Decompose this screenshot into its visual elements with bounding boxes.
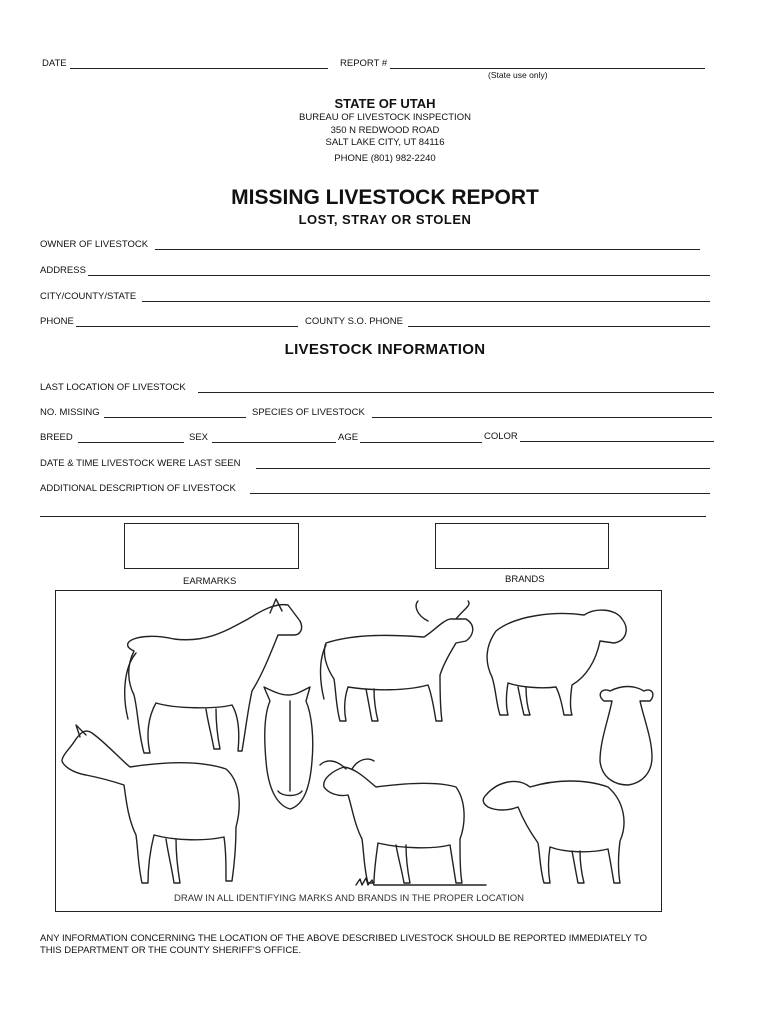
earmarks-label: EARMARKS — [183, 576, 237, 587]
no-missing-label: NO. MISSING — [40, 407, 100, 418]
bureau-phone: PHONE (801) 982-2240 — [334, 153, 436, 164]
livestock-info-heading: LIVESTOCK INFORMATION — [284, 341, 486, 358]
cow-side-illustration — [321, 601, 473, 721]
last-location-label: LAST LOCATION OF LIVESTOCK — [40, 382, 186, 393]
date-seen-label: DATE & TIME LIVESTOCK WERE LAST SEEN — [40, 458, 241, 469]
report-number-field[interactable] — [390, 68, 705, 69]
bureau-city: SALT LAKE CITY, UT 84116 — [325, 137, 445, 148]
footer-line-2: THIS DEPARTMENT OR THE COUNTY SHERIFF'S OFFICE. — [40, 945, 302, 956]
date-field[interactable] — [70, 68, 328, 69]
address-field[interactable] — [88, 275, 710, 276]
identifying-marks-drawing-area[interactable] — [55, 590, 662, 912]
brands-label: BRANDS — [505, 574, 545, 585]
date-label: DATE — [42, 58, 67, 69]
page-title: MISSING LIVESTOCK REPORT — [231, 186, 539, 209]
page-subtitle: LOST, STRAY OR STOLEN — [298, 212, 472, 227]
city-county-state-label: CITY/COUNTY/STATE — [40, 291, 137, 302]
horse-side-illustration — [125, 599, 302, 753]
age-field[interactable] — [360, 442, 482, 443]
footer-line-1: ANY INFORMATION CONCERNING THE LOCATION OF THE ABOVE DESCRIBED LIVESTOCK SHOULD BE REPORTED IMMEDIATELY TO — [40, 933, 648, 944]
phone-label: PHONE — [40, 316, 74, 327]
species-label: SPECIES OF LIVESTOCK — [252, 407, 365, 418]
owner-label: OWNER OF LIVESTOCK — [40, 239, 149, 250]
state-heading: STATE OF UTAH — [334, 96, 436, 111]
description-label: ADDITIONAL DESCRIPTION OF LIVESTOCK — [40, 483, 236, 494]
state-use-note: (State use only) — [488, 70, 548, 80]
description-field[interactable] — [250, 493, 710, 494]
report-number-label: REPORT # — [340, 58, 388, 69]
horse-head-front-illustration — [264, 687, 313, 809]
county-phone-field[interactable] — [408, 326, 710, 327]
sheep-head-front-illustration — [600, 687, 653, 786]
earmarks-box[interactable] — [124, 523, 299, 569]
breed-field[interactable] — [78, 442, 184, 443]
age-label: AGE — [338, 432, 359, 443]
breed-label: BREED — [40, 432, 73, 443]
color-label: COLOR — [484, 431, 518, 442]
sheep-side-illustration — [487, 610, 626, 715]
date-seen-field[interactable] — [256, 468, 710, 469]
description-field-line-2[interactable] — [40, 516, 706, 517]
brands-box[interactable] — [435, 523, 609, 569]
city-county-state-field[interactable] — [142, 301, 710, 302]
species-field[interactable] — [372, 417, 712, 418]
sex-field[interactable] — [212, 442, 336, 443]
no-missing-field[interactable] — [104, 417, 246, 418]
sheep-lower-illustration — [483, 781, 624, 883]
bureau-street: 350 N REDWOOD ROAD — [330, 125, 440, 136]
horse-lower-illustration — [62, 725, 239, 883]
owner-field[interactable] — [155, 249, 700, 250]
last-location-field[interactable] — [198, 392, 714, 393]
county-phone-label: COUNTY S.O. PHONE — [305, 316, 404, 327]
color-field[interactable] — [520, 441, 714, 442]
phone-field[interactable] — [76, 326, 298, 327]
goat-illustration — [320, 759, 464, 883]
address-label: ADDRESS — [40, 265, 86, 276]
sex-label: SEX — [189, 432, 209, 443]
drawing-caption: DRAW IN ALL IDENTIFYING MARKS AND BRANDS IN THE PROPER LOCATION — [174, 893, 524, 904]
bureau-name: BUREAU OF LIVESTOCK INSPECTION — [299, 112, 471, 123]
